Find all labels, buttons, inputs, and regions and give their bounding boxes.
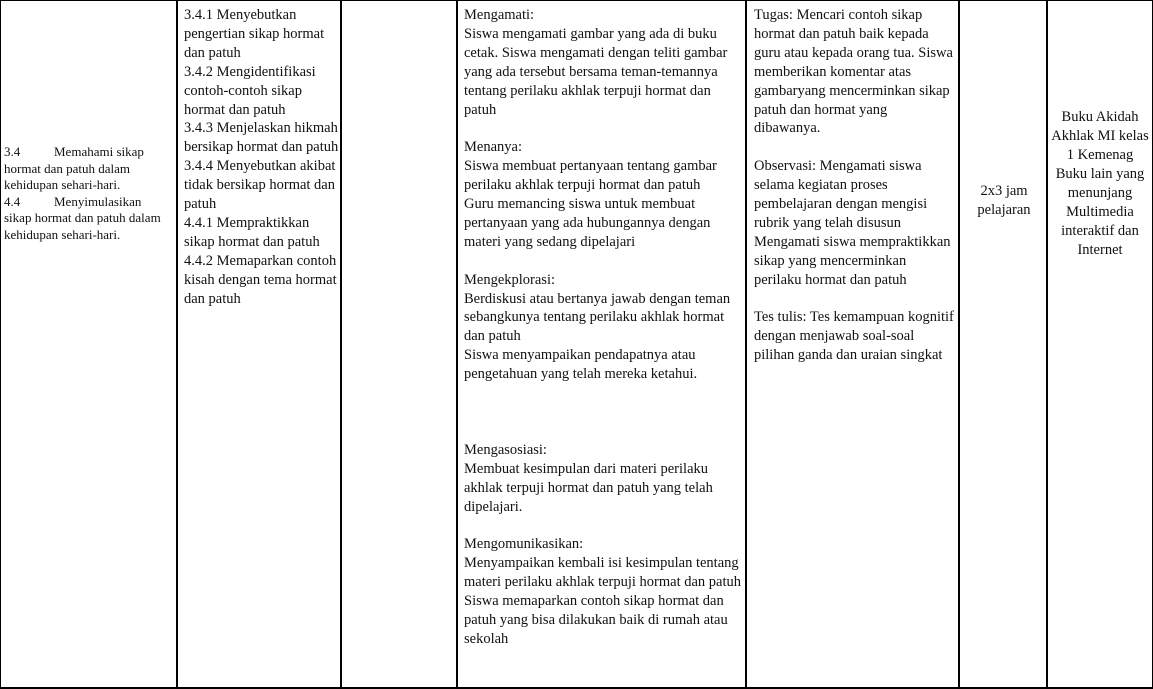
- column-divider: [176, 1, 178, 687]
- activity-text: Siswa menyampaikan pendapatnya atau pengetahuan yang telah mereka ketahui.: [464, 347, 698, 383]
- indicator-item: 3.4.3 Menjelaskan hikmah bersikap hormat dan patuh: [184, 120, 339, 156]
- assessment-tes: Tes tulis: Tes kemampuan kognitif dengan menjawab soal-soal pilihan ganda dan uraian singkat: [754, 309, 954, 364]
- activity-text: Menyampaikan kembali isi kesimpulan tentang materi perilaku akhlak terpuji hormat dan patuh: [464, 555, 742, 591]
- time-cell: 2x3 jam pelajaran: [977, 183, 1031, 218]
- kd-number: 4.4: [4, 193, 21, 209]
- indicator-item: 3.4.4 Menyebutkan akibat tidak bersikap hormat dan patuh: [184, 158, 336, 213]
- activity-menanya: [464, 138, 742, 251]
- activity-text: Membuat kesimpulan dari materi perilaku akhlak terpuji hormat dan patuh yang telah dipelajari.: [464, 460, 713, 515]
- indicator-item: 4.4.2 Memaparkan contoh kisah dengan tema hormat dan patuh: [184, 252, 337, 307]
- activity-mengasosiasi: [464, 441, 742, 517]
- kd-item: [4, 144, 164, 194]
- sources-cell: Buku Akidah Akhlak MI kelas 1 Kemenag Buku lain yang menunjang Multimedia interaktif dan Internet: [1051, 109, 1149, 258]
- activity-text: Siswa mengamati gambar yang ada di buku cetak. Siswa mengamati dengan teliti gambar yang ada tersebut bersama teman-temannya tentang perilaku akhlak terpuji hormat dan patuh: [464, 25, 728, 118]
- column-divider: [958, 1, 960, 687]
- indicator-item: 4.4.1 Mempraktikkan sikap hormat dan patuh: [184, 214, 320, 250]
- activity-heading: Mengasosiasi:: [464, 441, 547, 458]
- activity-text: Berdiskusi atau bertanya jawab dengan teman sebangkunya tentang perilaku akhlak hormat dan patuh: [464, 290, 731, 345]
- activity-mengamati: [464, 6, 742, 119]
- activity-text: Siswa memaparkan contoh sikap hormat dan patuh yang bisa dilakukan baik di rumah atau sekolah: [464, 593, 728, 647]
- kd-number: 3.4: [4, 144, 21, 159]
- activity-heading: Mengamati:: [464, 7, 535, 23]
- indicator-item: 3.4.1 Menyebutkan pengertian sikap hormat dan patuh: [184, 7, 325, 61]
- column-divider: [340, 1, 342, 687]
- column-divider: [745, 1, 747, 687]
- kd-text: Menyimulasikan sikap hormat dan patuh dalam kehidupan sehari-hari.: [4, 193, 161, 242]
- activities-cell: [464, 6, 742, 668]
- activity-mengomunikasikan: [464, 535, 742, 648]
- activity-text: Siswa membuat pertanyaan tentang gambar perilaku akhlak terpuji hormat dan patuh: [464, 158, 717, 194]
- activity-mengeksplorasi: [464, 271, 742, 384]
- indicator-item: 3.4.2 Mengidentifikasi contoh-contoh sikap hormat dan patuh: [184, 63, 316, 118]
- activity-text: Guru memancing siswa untuk membuat pertanyaan yang ada hubungannya dengan materi yang sedang dipelajari: [464, 196, 711, 250]
- activity-heading: Mengomunikasikan:: [464, 536, 584, 553]
- kd-cell: [4, 144, 164, 243]
- kd-text: Memahami sikap hormat dan patuh dalam kehidupan sehari-hari.: [4, 144, 144, 192]
- column-divider: [1046, 1, 1048, 687]
- assessment-observasi: Observasi: Mengamati siswa selama kegiatan proses pembelajaran dengan mengisi rubrik yang telah disusun Mengamati siswa mempraktikkan sikap yang mencerminkan perilaku hormat dan patuh: [754, 158, 951, 288]
- activity-heading: Mengekplorasi:: [464, 271, 556, 288]
- column-divider: [456, 1, 458, 687]
- assessment-tugas: Tugas: Mencari contoh sikap hormat dan patuh baik kepada guru atau kepada orang tua. Siswa memberikan komentar atas gambaryang mencerminkan sikap patuh dan hormat yang dibawanya.: [754, 7, 953, 137]
- activity-heading: Menanya:: [464, 139, 522, 156]
- assessment-cell: [754, 6, 954, 384]
- indicators-cell: [184, 6, 339, 309]
- kd-item: [4, 194, 164, 244]
